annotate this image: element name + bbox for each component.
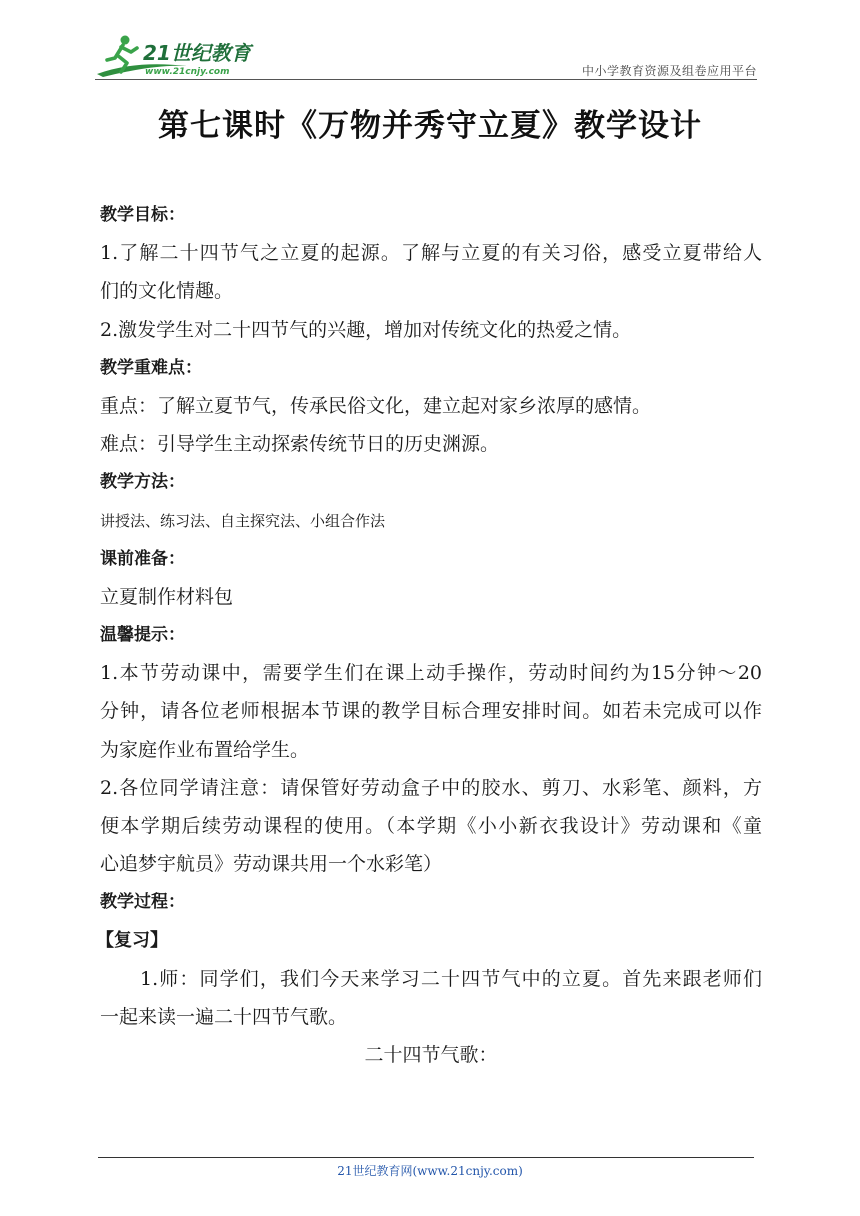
logo-text: 21世纪教育 <box>143 41 251 65</box>
tips-heading: 温馨提示： <box>100 625 185 646</box>
song-title: 二十四节气歌： <box>364 1044 498 1067</box>
prep-heading: 课前准备： <box>100 548 185 569</box>
tip-1-line-b: 分钟，请各位老师根据本节课的教学目标合理安排时间。如若未完成可以作 <box>100 700 762 723</box>
footer-divider <box>98 1157 754 1158</box>
logo-21cnjy <box>95 30 265 80</box>
tip-2-line-a: 2.各位同学请注意：请保管好劳动盒子中的胶水、剪刀、水彩笔、颜料，方 <box>100 776 762 799</box>
page-title: 第七课时《万物并秀守立夏》教学设计 <box>158 108 702 144</box>
tip-1-line-c: 为家庭作业布置给学生。 <box>100 738 310 761</box>
goal-1-line-a: 1.了解二十四节气之立夏的起源。了解与立夏的有关习俗，感受立夏带给人 <box>100 242 762 265</box>
page-header <box>95 30 757 80</box>
goal-2: 2.激发学生对二十四节气的兴趣，增加对传统文化的热爱之情。 <box>100 318 632 341</box>
goal-1-line-b: 们的文化情趣。 <box>100 280 234 303</box>
document-body <box>96 196 762 1074</box>
footer-link[interactable]: 21世纪教育网(www.21cnjy.com) <box>337 1164 523 1178</box>
key-heading: 教学重难点： <box>100 357 202 378</box>
tip-2-line-b: 便本学期后续劳动课程的使用。（本学期《小小新衣我设计》劳动课和《童 <box>100 815 762 837</box>
header-divider <box>95 79 757 80</box>
goal-heading: 教学目标： <box>100 205 185 225</box>
logo-url: www.21cnjy.com <box>145 67 230 77</box>
tip-2-line-c: 心追梦宇航员》劳动课共用一个水彩笔） <box>100 853 443 876</box>
method-heading: 教学方法： <box>100 472 185 493</box>
prep-text: 立夏制作材料包 <box>100 585 234 608</box>
review-1-line-a: 1.师：同学们，我们今天来学习二十四节气中的立夏。首先来跟老师们 <box>140 967 762 990</box>
key-point: 重点：了解立夏节气，传承民俗文化，建立起对家乡浓厚的感情。 <box>100 394 652 417</box>
platform-label: 中小学教育资源及组卷应用平台 <box>581 64 757 78</box>
logo-runner-head <box>121 36 130 45</box>
review-1-line-b: 一起来读一遍二十四节气歌。 <box>100 1005 348 1028</box>
tip-1-line-a: 1.本节劳动课中，需要学生们在课上动手操作，劳动时间约为15分钟～20 <box>100 662 762 685</box>
methods-text: 讲授法、练习法、自主探究法、小组合作法 <box>100 511 386 530</box>
difficult-point: 难点：引导学生主动探索传统节日的历史渊源。 <box>100 433 500 456</box>
process-heading: 教学过程： <box>100 892 185 913</box>
review-heading: 【复习】 <box>96 929 168 951</box>
